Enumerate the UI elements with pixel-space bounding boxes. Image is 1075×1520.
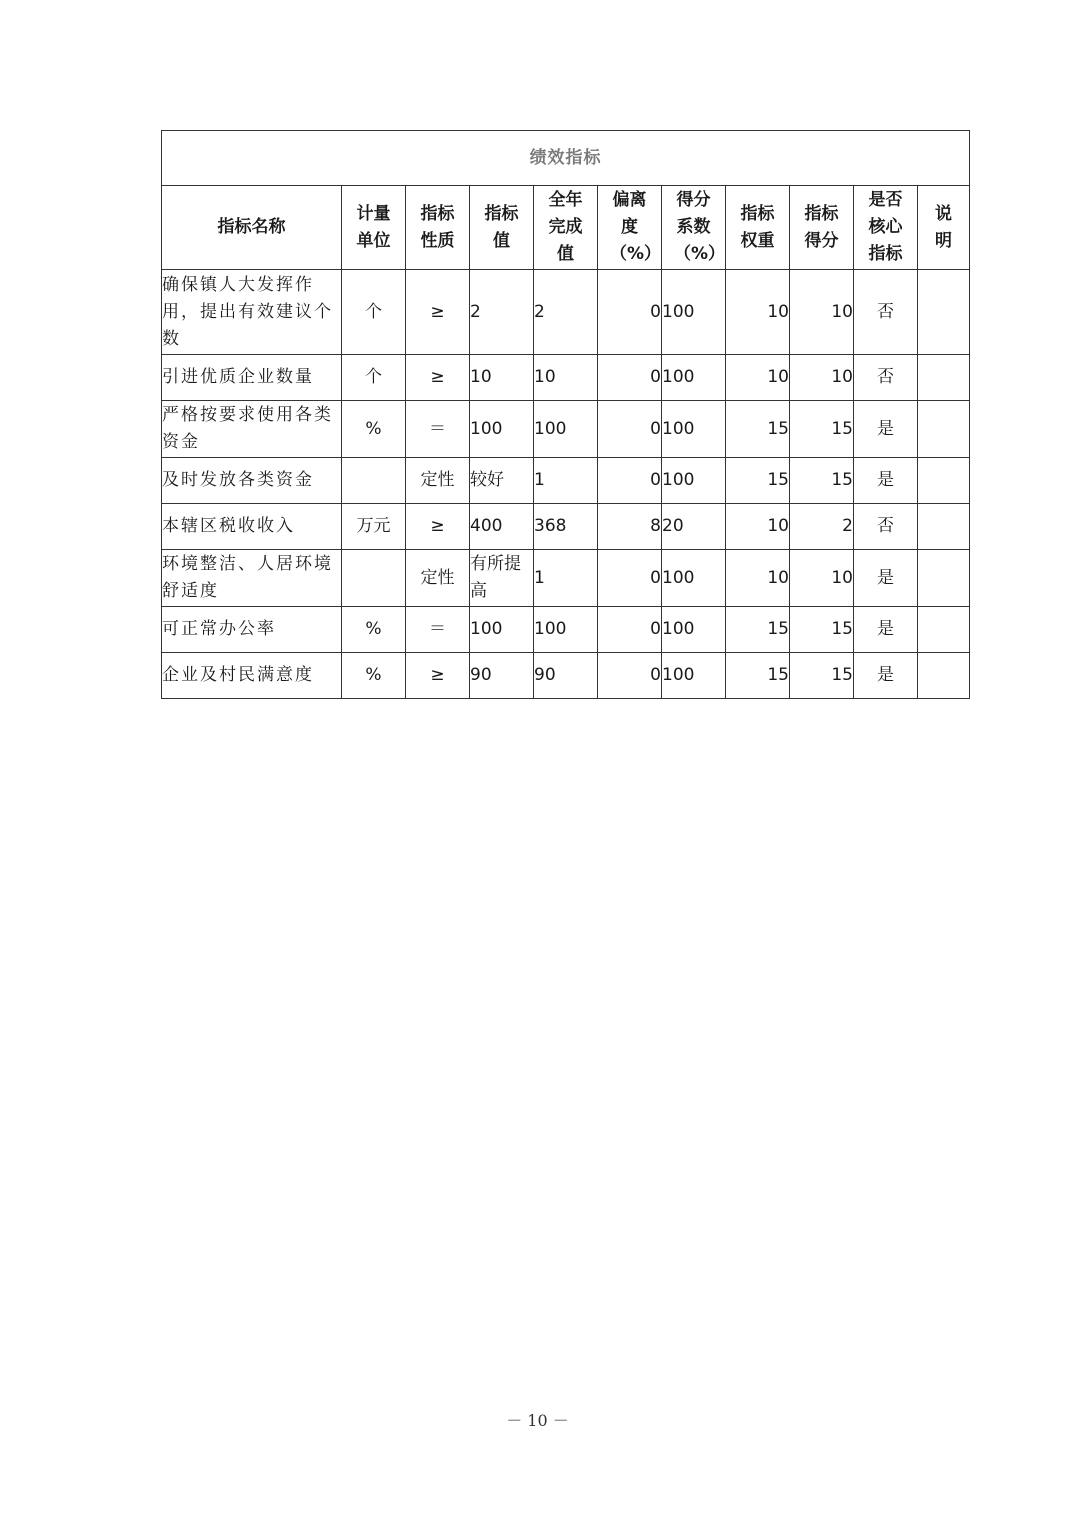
cell-unit: 个 <box>342 270 406 355</box>
cell-target: 100 <box>470 401 534 458</box>
cell-score: 2 <box>790 504 854 550</box>
cell-unit <box>342 458 406 504</box>
cell-note <box>918 270 970 355</box>
table-row <box>162 550 970 607</box>
cell-nature: ≥ <box>406 270 470 355</box>
cell-actual: 100 <box>534 607 598 653</box>
cell-weight: 15 <box>726 401 790 458</box>
cell-score: 10 <box>790 270 854 355</box>
cell-note <box>918 504 970 550</box>
cell-note <box>918 607 970 653</box>
table-title: 绩效指标 <box>162 131 970 186</box>
header-note: 说明 <box>918 186 970 270</box>
header-unit: 计量单位 <box>342 186 406 270</box>
cell-name: 引进优质企业数量 <box>162 355 342 401</box>
cell-score: 10 <box>790 550 854 607</box>
cell-unit: % <box>342 653 406 699</box>
cell-target: 90 <box>470 653 534 699</box>
cell-deviation: 0 <box>598 355 662 401</box>
table-row <box>162 401 970 458</box>
cell-coef: 100 <box>662 355 726 401</box>
cell-actual: 368 <box>534 504 598 550</box>
cell-name: 可正常办公率 <box>162 607 342 653</box>
cell-nature: 定性 <box>406 458 470 504</box>
cell-target: 有所提高 <box>470 550 534 607</box>
cell-deviation: 0 <box>598 607 662 653</box>
cell-note <box>918 550 970 607</box>
cell-name: 企业及村民满意度 <box>162 653 342 699</box>
header-coef: 得分系数（%） <box>662 186 726 270</box>
cell-actual: 1 <box>534 458 598 504</box>
cell-weight: 15 <box>726 458 790 504</box>
table-row <box>162 607 970 653</box>
cell-core: 否 <box>854 504 918 550</box>
cell-note <box>918 458 970 504</box>
page-number: － 10 － <box>506 1411 569 1430</box>
cell-actual: 90 <box>534 653 598 699</box>
cell-score: 15 <box>790 607 854 653</box>
cell-target: 100 <box>470 607 534 653</box>
cell-actual: 10 <box>534 355 598 401</box>
cell-nature: ＝ <box>406 401 470 458</box>
cell-weight: 10 <box>726 504 790 550</box>
cell-name: 本辖区税收收入 <box>162 504 342 550</box>
cell-weight: 10 <box>726 550 790 607</box>
cell-deviation: 0 <box>598 458 662 504</box>
header-name: 指标名称 <box>162 186 342 270</box>
header-deviation: 偏离度（%） <box>598 186 662 270</box>
cell-target: 2 <box>470 270 534 355</box>
cell-target: 较好 <box>470 458 534 504</box>
cell-deviation: 0 <box>598 401 662 458</box>
cell-actual: 1 <box>534 550 598 607</box>
cell-deviation: 0 <box>598 270 662 355</box>
cell-core: 否 <box>854 270 918 355</box>
header-core: 是否核心指标 <box>854 186 918 270</box>
cell-core: 是 <box>854 653 918 699</box>
cell-weight: 15 <box>726 653 790 699</box>
cell-target: 400 <box>470 504 534 550</box>
cell-unit: 个 <box>342 355 406 401</box>
cell-coef: 100 <box>662 607 726 653</box>
cell-note <box>918 653 970 699</box>
cell-target: 10 <box>470 355 534 401</box>
performance-table <box>161 130 970 699</box>
cell-name: 环境整洁、人居环境舒适度 <box>162 550 342 607</box>
cell-nature: ≥ <box>406 355 470 401</box>
table-row <box>162 355 970 401</box>
cell-unit <box>342 550 406 607</box>
cell-deviation: 0 <box>598 653 662 699</box>
cell-coef: 100 <box>662 653 726 699</box>
cell-coef: 100 <box>662 270 726 355</box>
cell-nature: ≥ <box>406 653 470 699</box>
cell-unit: % <box>342 607 406 653</box>
cell-score: 15 <box>790 653 854 699</box>
cell-nature: ＝ <box>406 607 470 653</box>
cell-score: 10 <box>790 355 854 401</box>
cell-deviation: 0 <box>598 550 662 607</box>
cell-deviation: 8 <box>598 504 662 550</box>
header-target: 指标值 <box>470 186 534 270</box>
header-weight: 指标权重 <box>726 186 790 270</box>
cell-nature: ≥ <box>406 504 470 550</box>
table-row <box>162 653 970 699</box>
table-row <box>162 504 970 550</box>
cell-coef: 100 <box>662 401 726 458</box>
cell-actual: 100 <box>534 401 598 458</box>
cell-weight: 10 <box>726 355 790 401</box>
header-actual: 全年完成值 <box>534 186 598 270</box>
cell-note <box>918 401 970 458</box>
cell-unit: % <box>342 401 406 458</box>
table-row <box>162 270 970 355</box>
cell-core: 是 <box>854 607 918 653</box>
cell-core: 否 <box>854 355 918 401</box>
header-nature: 指标性质 <box>406 186 470 270</box>
table-body <box>162 270 970 699</box>
cell-nature: 定性 <box>406 550 470 607</box>
cell-coef: 100 <box>662 458 726 504</box>
cell-score: 15 <box>790 401 854 458</box>
cell-name: 及时发放各类资金 <box>162 458 342 504</box>
cell-note <box>918 355 970 401</box>
cell-weight: 10 <box>726 270 790 355</box>
cell-name: 严格按要求使用各类资金 <box>162 401 342 458</box>
cell-core: 是 <box>854 401 918 458</box>
cell-coef: 100 <box>662 550 726 607</box>
cell-name: 确保镇人大发挥作用，提出有效建议个数 <box>162 270 342 355</box>
cell-weight: 15 <box>726 607 790 653</box>
table-row <box>162 458 970 504</box>
cell-core: 是 <box>854 550 918 607</box>
cell-score: 15 <box>790 458 854 504</box>
cell-actual: 2 <box>534 270 598 355</box>
header-row <box>162 186 970 270</box>
cell-unit: 万元 <box>342 504 406 550</box>
header-score: 指标得分 <box>790 186 854 270</box>
cell-core: 是 <box>854 458 918 504</box>
cell-coef: 20 <box>662 504 726 550</box>
